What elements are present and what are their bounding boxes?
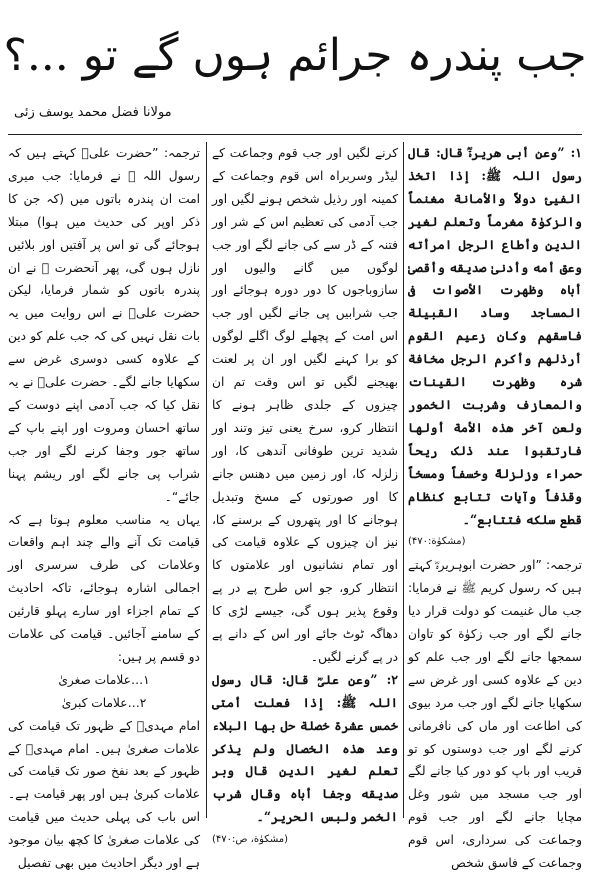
column-divider [206,142,207,818]
hadith-2-reference: (مشکوٰة، ص:۴۷۰) [212,834,289,846]
column-right [408,142,582,871]
hadith-1-translation: ترجمہ: ”اور حضرت ابوہریرہؓ کہتے ہیں کہ رسول کریم ﷺ نے فرمایا: جب مال غنیمت کو دولت قرار دیا جانے لگے اور جب زکوٰة کو تاوان سمجھا جانے لگے اور جب علم کو دین کے علاوہ کسی اور غرض سے سکھایا جانے لگے اور جب مرد بیوی کی اطاعت اور ماں کی نافرمانی کرنے لگے اور جب دوستوں کو تو قریب اور باپ کو دور کیا جانے لگے اور جب مسجد میں شور وغل مچایا جانے لگے اور جب قوم وجماعت کی سرداری، اس قوم وجماعت کے فاسق شخص [408,558,582,871]
hadith-2-translation: ترجمہ: ”حضرت علیؓ کہتے ہیں کہ رسول اللہ ﷺ نے فرمایا: جب میری امت ان پندرہ باتوں میں (کہ جن کا ذکر اوپر کی حدیث میں ہوا) مبتلا ہوجائے گی تو اس پر آفتیں اور بلائیں نازل ہوں گی، پھر آنحضرت ﷺ نے ان پندرہ باتوں کو شمار فرمایا، لیکن حضرت علیؓ نے اس روایت میں یہ بات نقل نہیں کی کہ جب علم کو دین کے علاوہ کسی دوسری غرض سے سکھایا جانے لگے۔ حضرت علیؓ نے یہ نقل کیا کہ جب آدمی اپنے دوست کے ساتھ احسان ومروت اور اپنے باپ کے ساتھ جور وجفا کرنے لگے اور جب شراب پی جانے لگے اور ریشم پہنا جائے“۔ [8,146,200,504]
signs-explanation: امام مہدیؑ کے ظہور تک قیامت کی علامات صغریٰ ہیں۔ امام مہدیؑ کے ظہور کے بعد نفخ صور تک قیامت کی علامات کبریٰ ہیں اور پھر قیامت ہے۔ اس باب کی پہلی حدیث میں قیامت کی علامات صغریٰ کا کچھ بیان موجود ہے اور دیگر احادیث میں بھی تفصیل [8,718,200,871]
column-divider [403,142,404,818]
page-title: جب پندرہ جرائم ہوں گے تو ...؟ [3,30,587,81]
hadith-1-reference: (مشکوٰة:۴۷۰) [408,536,466,548]
column-middle [212,142,398,846]
signs-list-item: ۲…علامات کبریٰ [61,695,147,710]
header-divider [8,134,582,135]
hadith-1-translation-continued: کرنے لگیں اور جب قوم وجماعت کے لیڈر وسربراہ اس قوم وجماعت کے کمینہ اور رذیل شخص ہونے لگیں اور جب آدمی کی تعظیم اس کے شر اور فتنہ کے ڈر سے کی جانے لگے اور جب لوگوں میں گانے والیوں اور سازوباجوں کا دور دورہ ہوجائے اور جب شرابیں پی جانے لگیں اور جب اس امت کے پچھلے لوگ اگلے لوگوں کو برا کہنے لگیں اور ان پر لعنت بھیجنے لگیں تو اس وقت تم ان چیزوں کے جلدی ظاہر ہونے کا انتظار کرو، سرخ یعنی تیز وتند اور شدید ترین طوفانی آندھی کا، اور زلزلہ کا، اور زمین میں دھنس جانے کا اور صورتوں کے مسخ وتبدیل ہوجانے کا اور پتھروں کے برسنے کا، نیز ان چیزوں کے علاوہ قیامت کی اور تمام نشانیوں اور علامتوں کا انتظار کرو، جو اس طرح پے در پے وقوع پذیر ہوں گی، جیسے لڑی کا دھاگہ ٹوٹ جائے اور اس کے دانے پے در پے گرنے لگیں۔ [212,146,398,664]
hadith-1-arabic: ۱: ”وعن أبی ھریرةؓ قال: قال رسول اللہ ﷺ: إذا اتخذ الفیئ دولاً والأمانة مغنماً والزکوٰة مغرماً وتعلم لغیر الدین وأطاع الرجل امرأته وعق أمه وأدنیٰ صدیقه وأقصیٰ أباه وظهرت الأصوات فی المساجد وساد القبیلة فاسقهم وکان زعیم القوم أرذلهم وأکرم الرجل مخافة شره وظهرت القینات والمعازف وشربت الخمور ولعن آخر ھذہ الأمة أولها فارتقبوا عند ذلک ریحاً حمراء وزلزلةً وخسفاً ومسخاً وقذفاً وآیات تتابع کنظام قطع سلکه فتتابع“۔ [408,145,582,527]
signs-list-item: ۱…علامات صغریٰ [58,672,150,687]
column-left [8,142,200,871]
hadith-2-arabic: ۲: ”وعن علیؓ قال: قال رسول اللہ ﷺ: إذا فعلت أمتی خمس عشرة خصلة حل بها البلاء وعد ھذہ الخصال ولم یذکر تعلم لغیر الدین قال وبر صدیقه وجفا أباه وقال شرب الخمر ولبس الحریر“۔ [212,671,398,825]
signs-introduction: یہاں یہ مناسب معلوم ہوتا ہے کہ قیامت تک آنے والے چند اہم واقعات وعلامات کی طرف سرسری اور اجمالی اشارہ ہوجائے، تاکہ احادیث کے تمام اجزاء اور سارے پہلو قارئین کے سامنے آجائیں۔ قیامت کی علامات دو قسم پر ہیں: [8,512,200,664]
author-name: مولانا فضل محمد یوسف زئی [14,105,172,120]
